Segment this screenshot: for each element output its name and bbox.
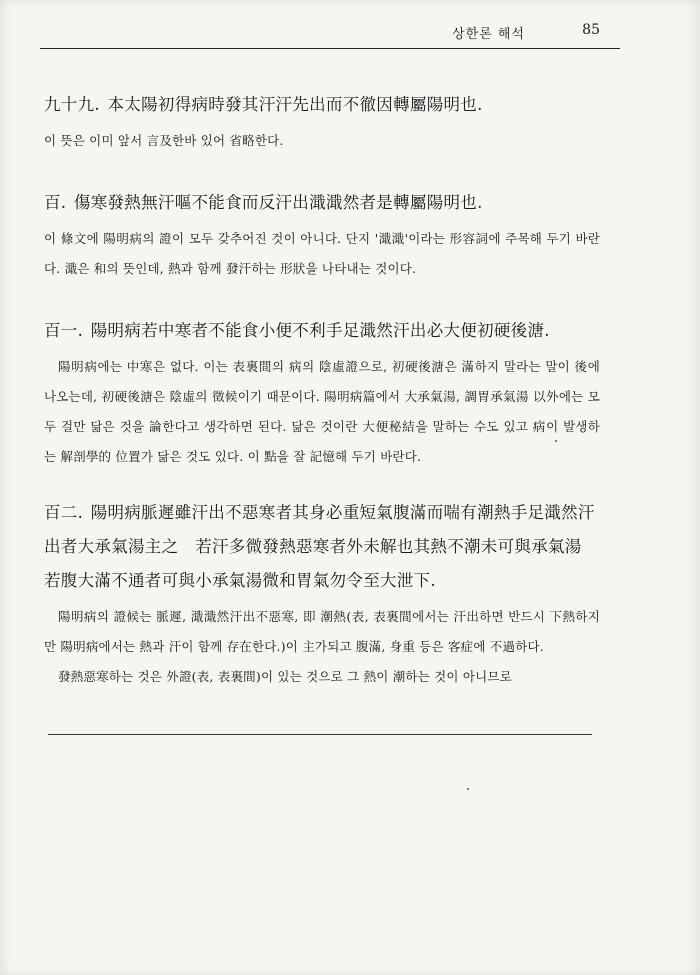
print-speck xyxy=(555,440,557,442)
section-paragraph: 이 條文에 陽明病의 證이 모두 갖추어진 것이 아니다. 단지 '濈濈'이라는 形容詞에 주목해 두기 바란다. 濈은 和의 뜻인데, 熱과 함께 發汗하는 形狀을 나타내는 것이다. xyxy=(44,231,600,276)
running-title: 상한론 해석 xyxy=(452,27,525,42)
header-rule xyxy=(40,48,620,49)
section-number: 百. xyxy=(44,193,67,212)
section-paragraph: 陽明病의 證候는 脈遲, 濈濈然汗出不惡寒, 即 潮熱(表, 表裏間에서는 汗出하면 반드시 下熱하지만 陽明病에서는 熱과 汗이 함께 存在한다.)이 主가되고 腹滿, 身重 등은 客症에 不過하다. xyxy=(44,609,600,654)
section-heading xyxy=(44,314,600,348)
section-heading-text: 陽明病脈遲雖汗出不惡寒者其身必重短氣腹滿而喘有潮熱手足濈然汗出者大承氣湯主之 若汗多微發熱惡寒者外未解也其熱不潮未可與承氣湯 若腹大滿不通者可與小承氣湯微和胃氣勿令至大泄下. xyxy=(44,503,599,590)
section-paragraph: 이 뜻은 이미 앞서 言及한바 있어 省略한다. xyxy=(44,133,284,148)
page-content xyxy=(44,88,600,710)
print-speck xyxy=(467,788,469,790)
section-heading-text: 本太陽初得病時發其汗汗先出而不徹因轉屬陽明也. xyxy=(107,95,483,114)
section-heading-text: 傷寒發熱無汗嘔不能食而反汗出濈濈然者是轉屬陽明也. xyxy=(73,193,483,212)
section-number: 九十九. xyxy=(44,95,100,114)
section-heading-text: 陽明病若中寒者不能食小便不利手足濈然汗出必大便初硬後溏. xyxy=(90,321,550,340)
section-99 xyxy=(44,88,600,156)
section-101 xyxy=(44,314,600,472)
running-header xyxy=(40,18,620,56)
section-heading xyxy=(44,88,600,122)
section-heading xyxy=(44,186,600,220)
section-number: 百二. xyxy=(44,503,84,522)
section-paragraph: 發熱惡寒하는 것은 外證(表, 表裏間)이 있는 것으로 그 熱이 潮하는 것이 아니므로 xyxy=(58,669,512,684)
page-number: 85 xyxy=(582,22,600,38)
section-102 xyxy=(44,496,600,692)
section-heading xyxy=(44,496,600,598)
footer-rule xyxy=(48,734,592,735)
section-paragraph: 陽明病에는 中寒은 없다. 이는 表裏間의 病의 陰虛證으로, 初硬後溏은 滿하지 말라는 말이 後에 나오는데, 初硬後溏은 陰虛의 徵候이기 때문이다. 陽明病篇에서 大承氣湯, 調胃承氣湯 以外에는 모두 걸만 닮은 것을 論한다고 생각하면 된다. 닮은 것이란 大便秘結을 말하는 수도 있고 病이 발생하는 解剖學的 位置가 닮은 것도 있다. 이 點을 잘 記憶해 두기 바란다. xyxy=(44,359,600,464)
section-number: 百一. xyxy=(44,321,84,340)
section-100 xyxy=(44,186,600,284)
